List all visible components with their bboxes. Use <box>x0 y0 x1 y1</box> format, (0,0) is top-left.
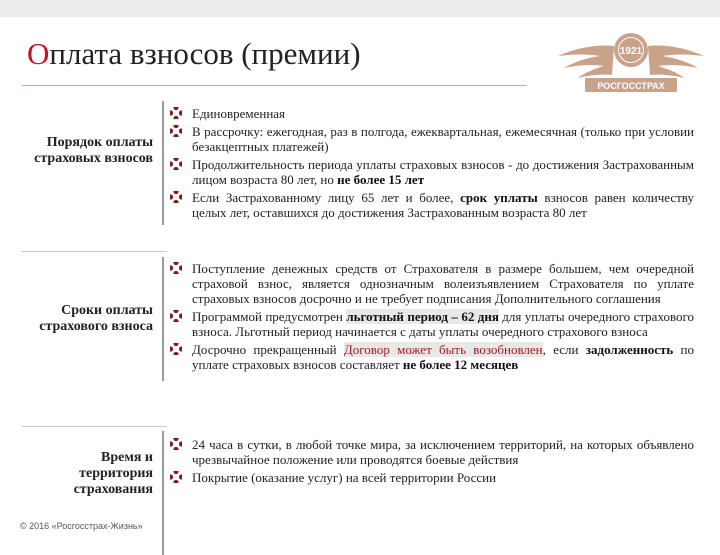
bullet-item <box>169 106 694 121</box>
bullet-item <box>169 157 694 187</box>
section-content-payment-order <box>169 106 694 223</box>
diamond-bullet-icon <box>170 191 182 203</box>
diamond-bullet-icon <box>170 158 182 170</box>
emphasized-text: Договор может быть возобновлен <box>343 342 543 357</box>
section-label-column-payment-order <box>22 101 164 225</box>
bullet-item <box>169 190 694 220</box>
item-text: Покрытие (оказание услуг) на всей территории России <box>192 470 497 485</box>
item-text: Единовременная <box>192 106 286 121</box>
emphasized-text: льготный период – 62 дня <box>346 309 499 324</box>
bullet-item <box>169 437 694 467</box>
bullet-item <box>169 342 694 372</box>
section-content-time-territory <box>169 437 694 488</box>
copyright-footer: © 2016 «Росгосстрах-Жизнь» <box>20 521 143 531</box>
logo-left-wing <box>558 45 614 78</box>
diamond-bullet-icon <box>170 310 182 322</box>
title-underline <box>22 85 527 86</box>
page-title <box>27 36 361 72</box>
section-label-column-time-territory <box>22 431 164 555</box>
section-label-time-territory: Время и территория страхования <box>73 450 153 497</box>
top-bar <box>0 0 720 17</box>
item-text: Досрочно прекращенный <box>192 342 344 357</box>
diamond-bullet-icon <box>170 438 182 450</box>
section-label-column-payment-terms <box>22 257 164 381</box>
section-label-payment-order: Порядок оплаты страховых взносов <box>34 135 153 166</box>
logo-text: РОСГОССТРАХ <box>597 81 665 91</box>
item-text: , если <box>542 342 586 357</box>
title-first-letter: О <box>27 36 50 71</box>
diamond-bullet-icon <box>170 471 182 483</box>
item-text: Программой предусмотрен <box>192 309 347 324</box>
logo-year: 1921 <box>619 46 643 57</box>
item-text: по уплате страховых взносов составляет <box>192 342 694 372</box>
bullet-item <box>169 124 694 154</box>
item-text: 24 часа в сутки, в любой точке мира, за исключением территорий, на которых объявлено чрезвычайное положение или проводятся боевые действия <box>192 437 694 467</box>
rosgosstrakh-logo <box>552 22 710 100</box>
item-text: Если Застрахованному лицу 65 лет и более, <box>192 190 461 205</box>
item-text: Продолжительность периода уплаты страховых взносов - до достижения Застрахованным лицом возраста 80 лет, но <box>192 157 694 187</box>
diamond-bullet-icon <box>170 343 182 355</box>
item-text: В рассрочку: ежегодная, раз в полгода, ежеквартальная, ежемесячная (только при условии безакцептных платежей) <box>192 124 694 154</box>
bullet-item <box>169 470 694 485</box>
section-content-payment-terms <box>169 261 694 375</box>
section-divider <box>22 251 167 252</box>
emphasized-text: не более 15 лет <box>337 172 425 187</box>
item-text: взносов равен количеству целых лет, оставшихся до достижения Застрахованным возраста 80 лет <box>192 190 694 220</box>
diamond-bullet-icon <box>170 262 182 274</box>
item-text: Поступление денежных средств от Страхователя в размере большем, чем очередной страховой взнос, является однозначным волеизъявлением Страхователя по уплате страховых взносов досрочно и не требует подписания Дополнительного соглашения <box>192 261 694 306</box>
title-text: плата взносов (премии) <box>49 36 361 71</box>
emphasized-text: задолженность <box>585 342 674 357</box>
bullet-item <box>169 309 694 339</box>
section-label-payment-terms: Сроки оплаты страхового взноса <box>39 303 153 334</box>
section-divider <box>22 426 167 427</box>
emphasized-text: не более 12 месяцев <box>402 357 519 372</box>
emphasized-text: срок уплаты <box>460 190 538 205</box>
diamond-bullet-icon <box>170 107 182 119</box>
bullet-item <box>169 261 694 306</box>
diamond-bullet-icon <box>170 125 182 137</box>
logo-right-wing <box>648 45 704 78</box>
item-text: для уплаты очередного страхового взноса. Льготный период начинается с даты уплаты очередного страхового взноса <box>192 309 695 339</box>
